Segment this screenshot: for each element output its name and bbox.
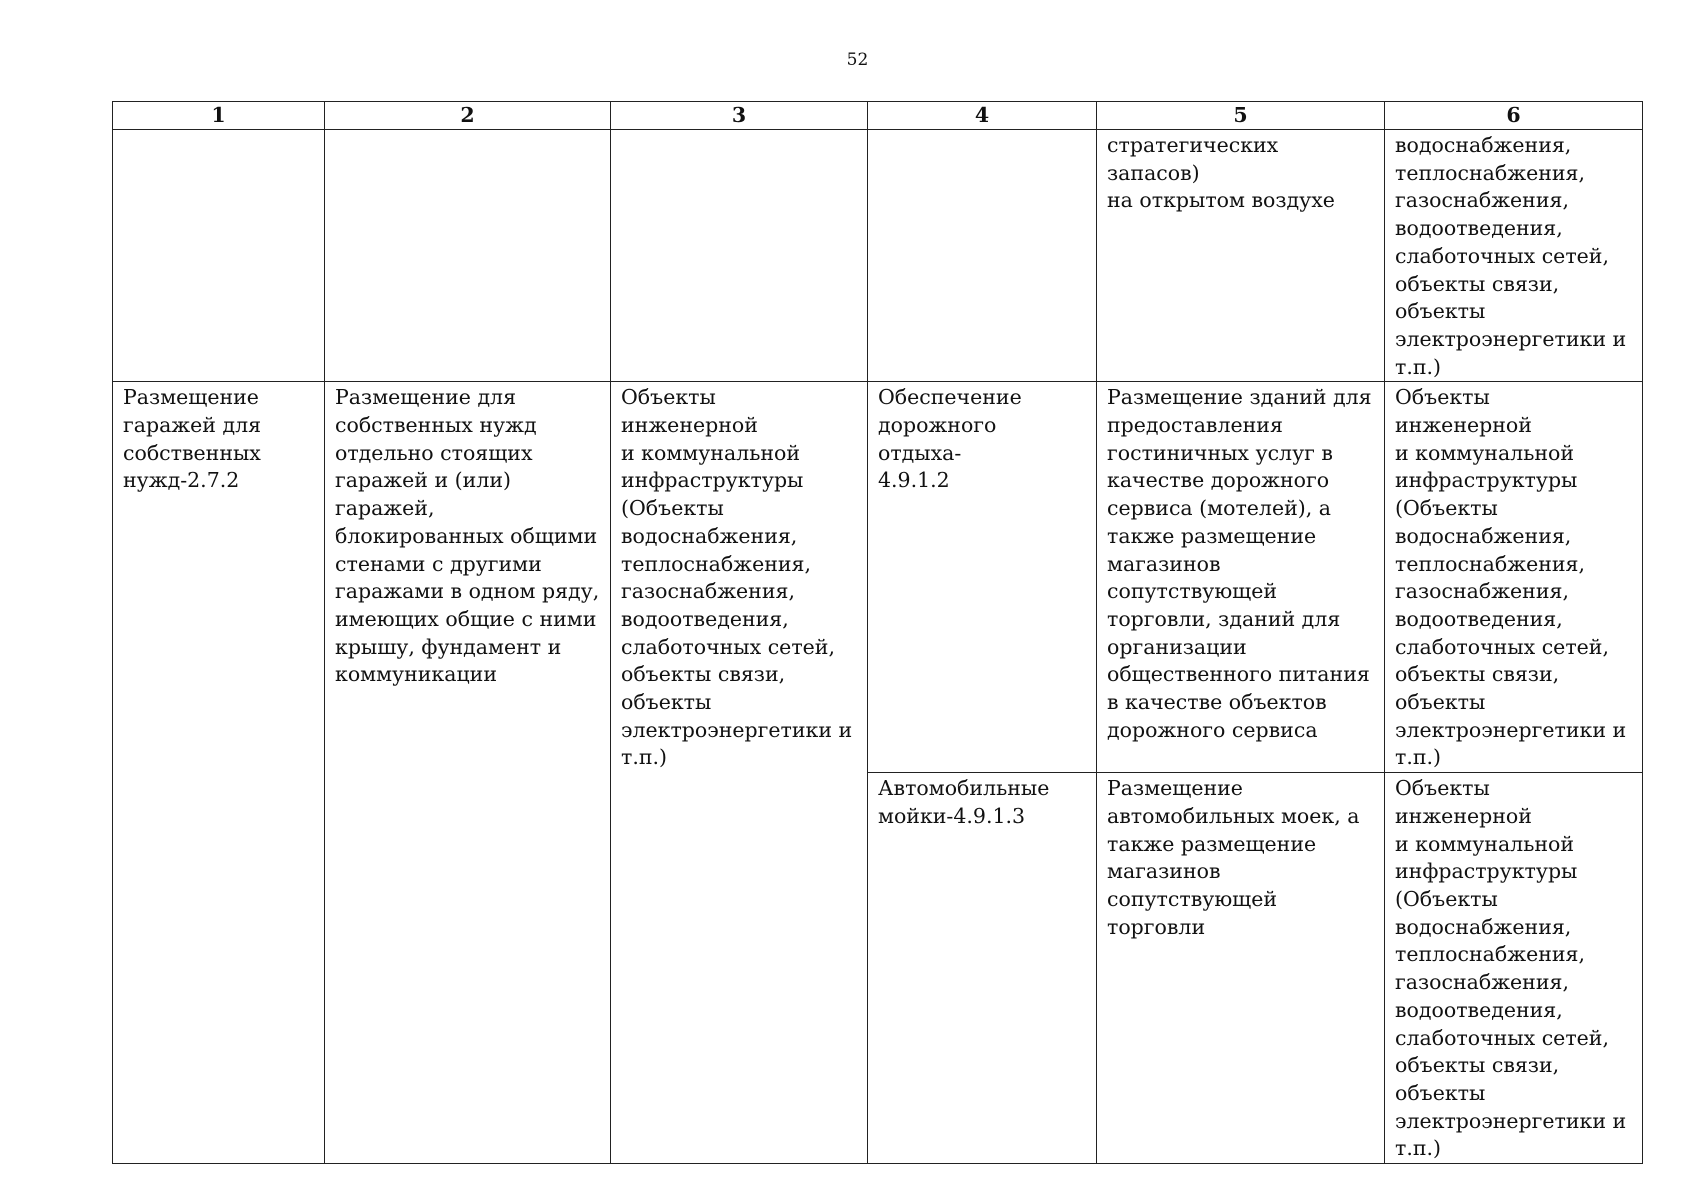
cell-conditional-use: Автомобильные мойки-4.9.1.3 — [868, 773, 1097, 1164]
column-header-4: 4 — [868, 102, 1097, 130]
cell-main-auxiliary-objects: Объекты инженерной и коммунальной инфраструктуры (Объекты водоснабжения, теплоснабжения, газоснабжения, водоотведения, слаботочных сетей, объекты связи, объекты электроэнергетики и т.п.) — [611, 382, 868, 1164]
table-row-continuation — [113, 130, 1643, 382]
table-row-garages — [113, 382, 1643, 773]
cell-conditional-use-description: Размещение автомобильных моек, а также размещение магазинов сопутствующей торговли — [1097, 773, 1385, 1164]
cell-main-use-description: Размещение для собственных нужд отдельно стоящих гаражей и (или) гаражей, блокированных общими стенами с другими гаражами в одном ряду, имеющих общие с ними крышу, фундамент и коммуникации — [325, 382, 611, 1164]
cell-empty — [868, 130, 1097, 382]
cell-main-use: Размещение гаражей для собственных нужд-2.7.2 — [113, 382, 325, 1164]
column-header-6: 6 — [1385, 102, 1643, 130]
cell-conditional-use: Обеспечение дорожного отдыха- 4.9.1.2 — [868, 382, 1097, 773]
column-header-2: 2 — [325, 102, 611, 130]
page-number: 52 — [846, 50, 869, 70]
column-header-5: 5 — [1097, 102, 1385, 130]
cell-auxiliary-objects: Объекты инженерной и коммунальной инфраструктуры (Объекты водоснабжения, теплоснабжения, газоснабжения, водоотведения, слаботочных сетей, объекты связи, объекты электроэнергетики и т.п.) — [1385, 773, 1643, 1164]
table-header-row — [113, 102, 1643, 130]
cell-conditional-use-description: стратегических запасов) на открытом воздухе — [1097, 130, 1385, 382]
cell-auxiliary-objects: Объекты инженерной и коммунальной инфраструктуры (Объекты водоснабжения, теплоснабжения, газоснабжения, водоотведения, слаботочных сетей, объекты связи, объекты электроэнергетики и т.п.) — [1385, 382, 1643, 773]
cell-conditional-use-description: Размещение зданий для предоставления гостиничных услуг в качестве дорожного сервиса (мотелей), а также размещение магазинов сопутствующей торговли, зданий для организации общественного питания в качестве объектов дорожного сервиса — [1097, 382, 1385, 773]
column-header-3: 3 — [611, 102, 868, 130]
cell-auxiliary-objects: водоснабжения, теплоснабжения, газоснабжения, водоотведения, слаботочных сетей, объекты связи, объекты электроэнергетики и т.п.) — [1385, 130, 1643, 382]
cell-empty — [325, 130, 611, 382]
cell-empty — [611, 130, 868, 382]
land-use-table — [112, 101, 1643, 1164]
column-header-1: 1 — [113, 102, 325, 130]
cell-empty — [113, 130, 325, 382]
